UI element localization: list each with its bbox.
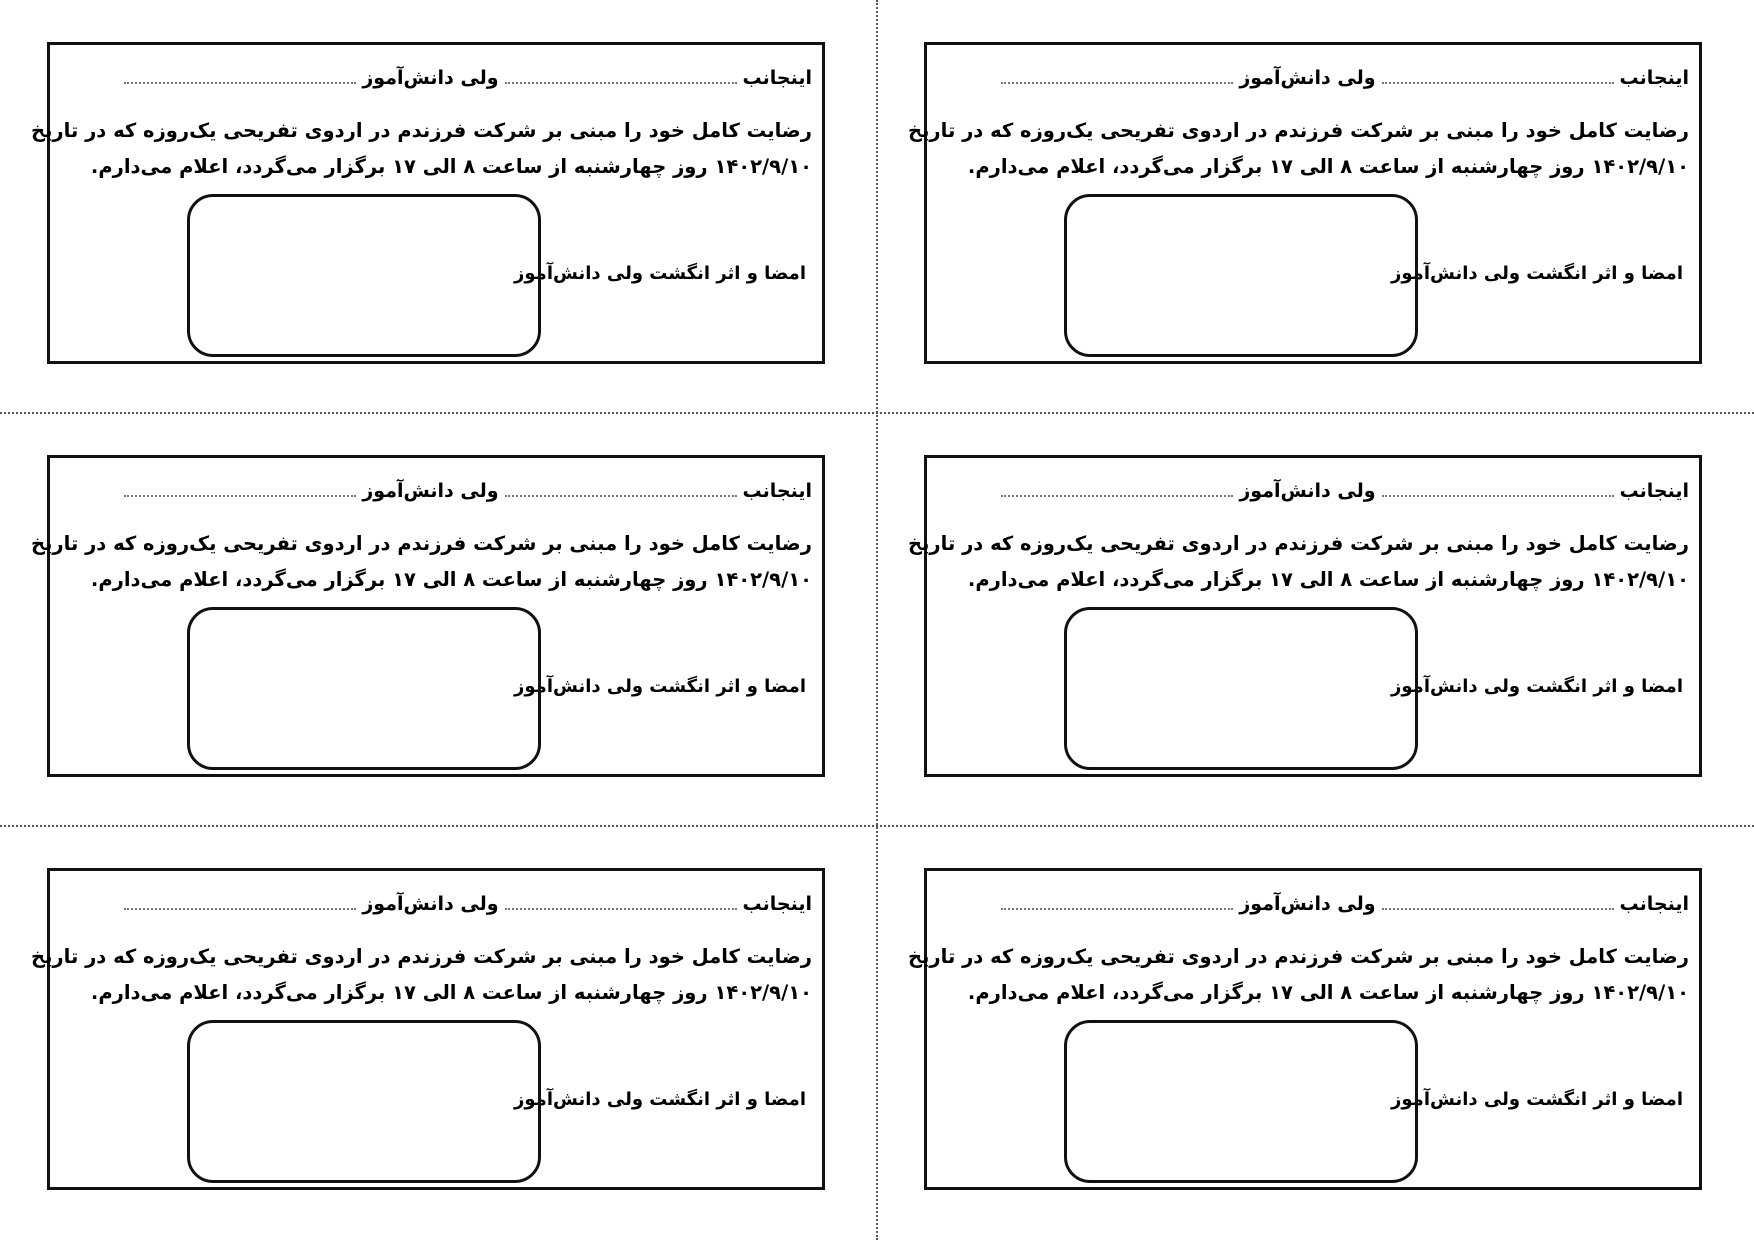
consent-card (31, 868, 825, 1190)
consent-text-line: رضایت کامل خود را مبنی بر شرکت فرزندم در اردوی تفریحی یک‌روزه که در تاریخ (31, 119, 812, 142)
signature-box (187, 194, 541, 357)
vertical-cut-line (876, 0, 878, 1240)
consent-text-line: ۱۴۰۲/۹/۱۰ روز چهارشنبه از ساعت ۸ الی ۱۷ برگزار می‌گردد، اعلام می‌دارم. (967, 568, 1689, 591)
consent-card (31, 42, 825, 364)
consent-text-line: ۱۴۰۲/۹/۱۰ روز چهارشنبه از ساعت ۸ الی ۱۷ برگزار می‌گردد، اعلام می‌دارم. (90, 981, 812, 1004)
signature-box (187, 607, 541, 770)
guardian-name-line (989, 480, 1689, 502)
guardian-label: ولی دانش‌آموز (1239, 67, 1376, 89)
consent-card (908, 42, 1702, 364)
consent-text-line: رضایت کامل خود را مبنی بر شرکت فرزندم در اردوی تفریحی یک‌روزه که در تاریخ (31, 945, 812, 968)
name-blank (505, 81, 737, 84)
student-name-blank (124, 907, 356, 910)
consent-card (908, 868, 1702, 1190)
guardian-label: ولی دانش‌آموز (1239, 480, 1376, 502)
name-blank (1382, 494, 1614, 497)
horizontal-cut-line (0, 825, 1754, 827)
student-name-blank (1001, 907, 1233, 910)
name-blank (505, 907, 737, 910)
signature-label: امضا و اثر انگشت ولی دانش‌آموز (1391, 676, 1683, 697)
intro-label: اینجانب (742, 480, 812, 502)
signature-box (187, 1020, 541, 1183)
consent-text (31, 113, 812, 185)
guardian-label: ولی دانش‌آموز (362, 67, 499, 89)
consent-text-line: ۱۴۰۲/۹/۱۰ روز چهارشنبه از ساعت ۸ الی ۱۷ برگزار می‌گردد، اعلام می‌دارم. (90, 568, 812, 591)
intro-label: اینجانب (742, 893, 812, 915)
signature-label: امضا و اثر انگشت ولی دانش‌آموز (514, 676, 806, 697)
signature-label: امضا و اثر انگشت ولی دانش‌آموز (1391, 1089, 1683, 1110)
name-blank (1382, 907, 1614, 910)
signature-box (1064, 194, 1418, 357)
signature-label: امضا و اثر انگشت ولی دانش‌آموز (514, 263, 806, 284)
student-name-blank (1001, 81, 1233, 84)
guardian-label: ولی دانش‌آموز (362, 480, 499, 502)
guardian-name-line (112, 480, 812, 502)
consent-text (908, 526, 1689, 598)
horizontal-cut-line (0, 412, 1754, 414)
consent-text-line: رضایت کامل خود را مبنی بر شرکت فرزندم در اردوی تفریحی یک‌روزه که در تاریخ (908, 532, 1689, 555)
consent-text (908, 113, 1689, 185)
consent-text-line: رضایت کامل خود را مبنی بر شرکت فرزندم در اردوی تفریحی یک‌روزه که در تاریخ (31, 532, 812, 555)
intro-label: اینجانب (1619, 480, 1689, 502)
consent-text-line: رضایت کامل خود را مبنی بر شرکت فرزندم در اردوی تفریحی یک‌روزه که در تاریخ (908, 945, 1689, 968)
student-name-blank (124, 81, 356, 84)
guardian-label: ولی دانش‌آموز (1239, 893, 1376, 915)
consent-text-line: ۱۴۰۲/۹/۱۰ روز چهارشنبه از ساعت ۸ الی ۱۷ برگزار می‌گردد، اعلام می‌دارم. (90, 155, 812, 178)
consent-card (31, 455, 825, 777)
consent-text (31, 939, 812, 1011)
consent-text-line: رضایت کامل خود را مبنی بر شرکت فرزندم در اردوی تفریحی یک‌روزه که در تاریخ (908, 119, 1689, 142)
name-blank (1382, 81, 1614, 84)
guardian-label: ولی دانش‌آموز (362, 893, 499, 915)
student-name-blank (1001, 494, 1233, 497)
consent-text (31, 526, 812, 598)
guardian-name-line (112, 893, 812, 915)
intro-label: اینجانب (1619, 893, 1689, 915)
guardian-name-line (989, 67, 1689, 89)
intro-label: اینجانب (1619, 67, 1689, 89)
consent-text-line: ۱۴۰۲/۹/۱۰ روز چهارشنبه از ساعت ۸ الی ۱۷ برگزار می‌گردد، اعلام می‌دارم. (967, 981, 1689, 1004)
signature-box (1064, 1020, 1418, 1183)
signature-label: امضا و اثر انگشت ولی دانش‌آموز (514, 1089, 806, 1110)
student-name-blank (124, 494, 356, 497)
consent-text-line: ۱۴۰۲/۹/۱۰ روز چهارشنبه از ساعت ۸ الی ۱۷ برگزار می‌گردد، اعلام می‌دارم. (967, 155, 1689, 178)
signature-box (1064, 607, 1418, 770)
name-blank (505, 494, 737, 497)
intro-label: اینجانب (742, 67, 812, 89)
guardian-name-line (989, 893, 1689, 915)
signature-label: امضا و اثر انگشت ولی دانش‌آموز (1391, 263, 1683, 284)
consent-card (908, 455, 1702, 777)
guardian-name-line (112, 67, 812, 89)
consent-text (908, 939, 1689, 1011)
